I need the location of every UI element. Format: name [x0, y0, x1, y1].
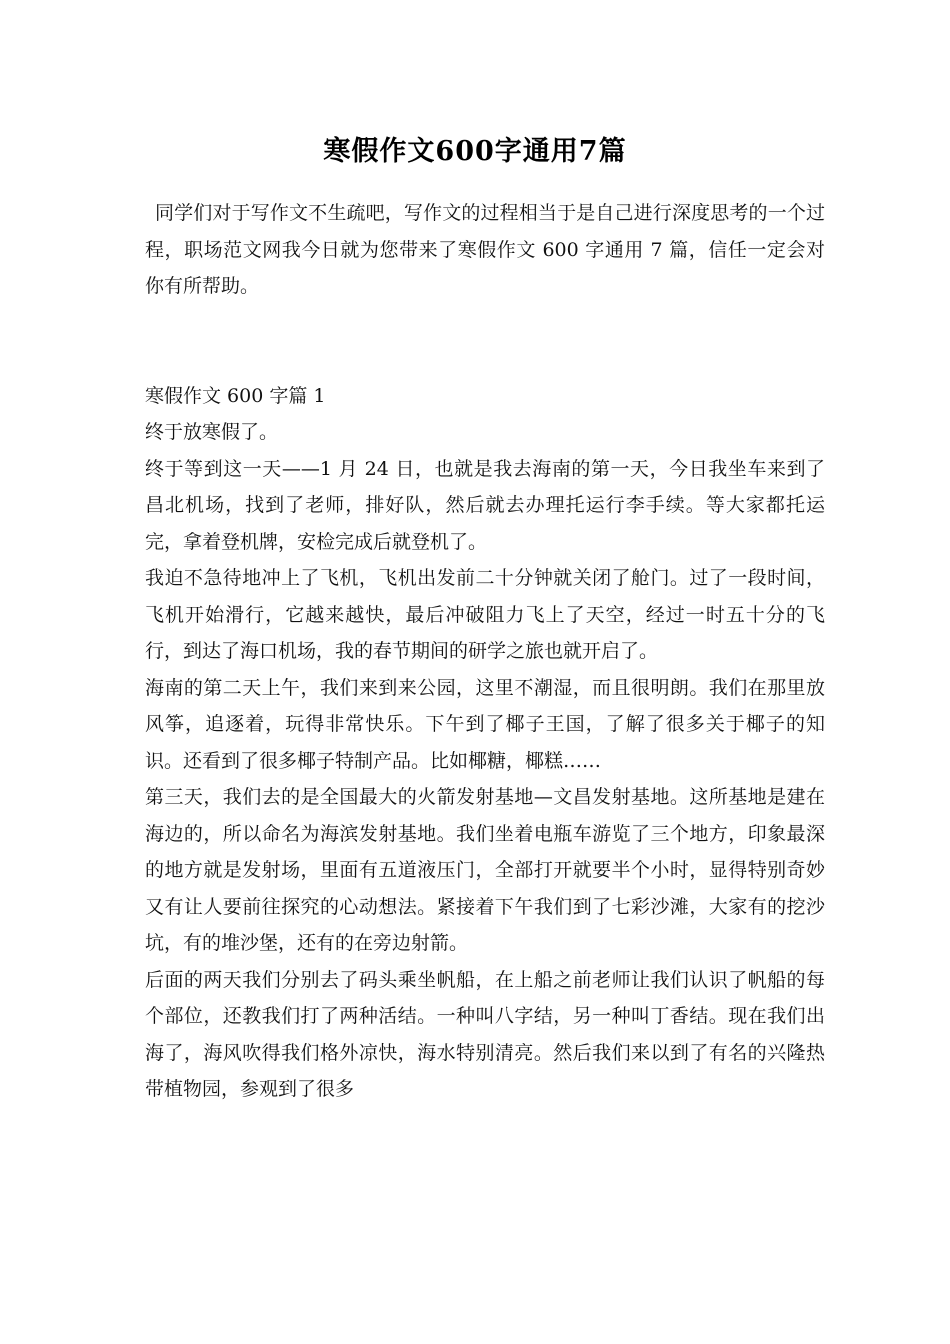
intro-paragraph: 同学们对于写作文不生疏吧，写作文的过程相当于是自己进行深度思考的一个过程，职场范文网我今日就为您带来了寒假作文 600 字通用 7 篇，信任一定会对你有所帮助。 — [145, 202, 825, 297]
document-title: 寒假作文600字通用7篇 — [323, 136, 627, 167]
body-paragraph: 终于等到这一天——1 月 24 日，也就是我去海南的第一天，今日我坐车来到了昌北机场，找到了老师，排好队，然后就去办理托运行李手续。等大家都托运完，拿着登机牌，安检完成后就登机了。 — [145, 457, 825, 553]
paragraph-spacer — [145, 305, 825, 378]
body-paragraph: 终于放寒假了。 — [145, 421, 279, 443]
body-paragraph: 我迫不急待地冲上了飞机，飞机出发前二十分钟就关闭了舱门。过了一段时间，飞机开始滑行，它越来越快，最后冲破阻力飞上了天空，经过一时五十分的飞行，到达了海口机场，我的春节期间的研学之旅也就开启了。 — [145, 567, 825, 662]
document-body — [145, 195, 825, 1108]
section-heading: 寒假作文 600 字篇 1 — [145, 384, 326, 407]
body-paragraph: 第三天，我们去的是全国最大的火箭发射基地—文昌发射基地。这所基地是建在海边的，所以命名为海滨发射基地。我们坐着电瓶车游览了三个地方，印象最深的地方就是发射场，里面有五道液压门，全部打开就要半个小时，显得特别奇妙又有让人要前往探究的心动想法。紧接着下午我们到了七彩沙滩，大家有的挖沙坑，有的堆沙堡，还有的在旁边射箭。 — [145, 786, 825, 954]
body-paragraph: 海南的第二天上午，我们来到来公园，这里不潮湿，而且很明朗。我们在那里放风筝，追逐着，玩得非常快乐。下午到了椰子王国，了解了很多关于椰子的知识。还看到了很多椰子特制产品。比如椰糖，椰糕…… — [145, 676, 825, 772]
body-paragraph: 后面的两天我们分别去了码头乘坐帆船，在上船之前老师让我们认识了帆船的每个部位，还教我们打了两种活结。一种叫八字结，另一种叫丁香结。现在我们出海了，海风吹得我们格外凉快，海水特别清亮。然后我们来以到了有名的兴隆热带植物园，参观到了很多 — [145, 968, 825, 1100]
